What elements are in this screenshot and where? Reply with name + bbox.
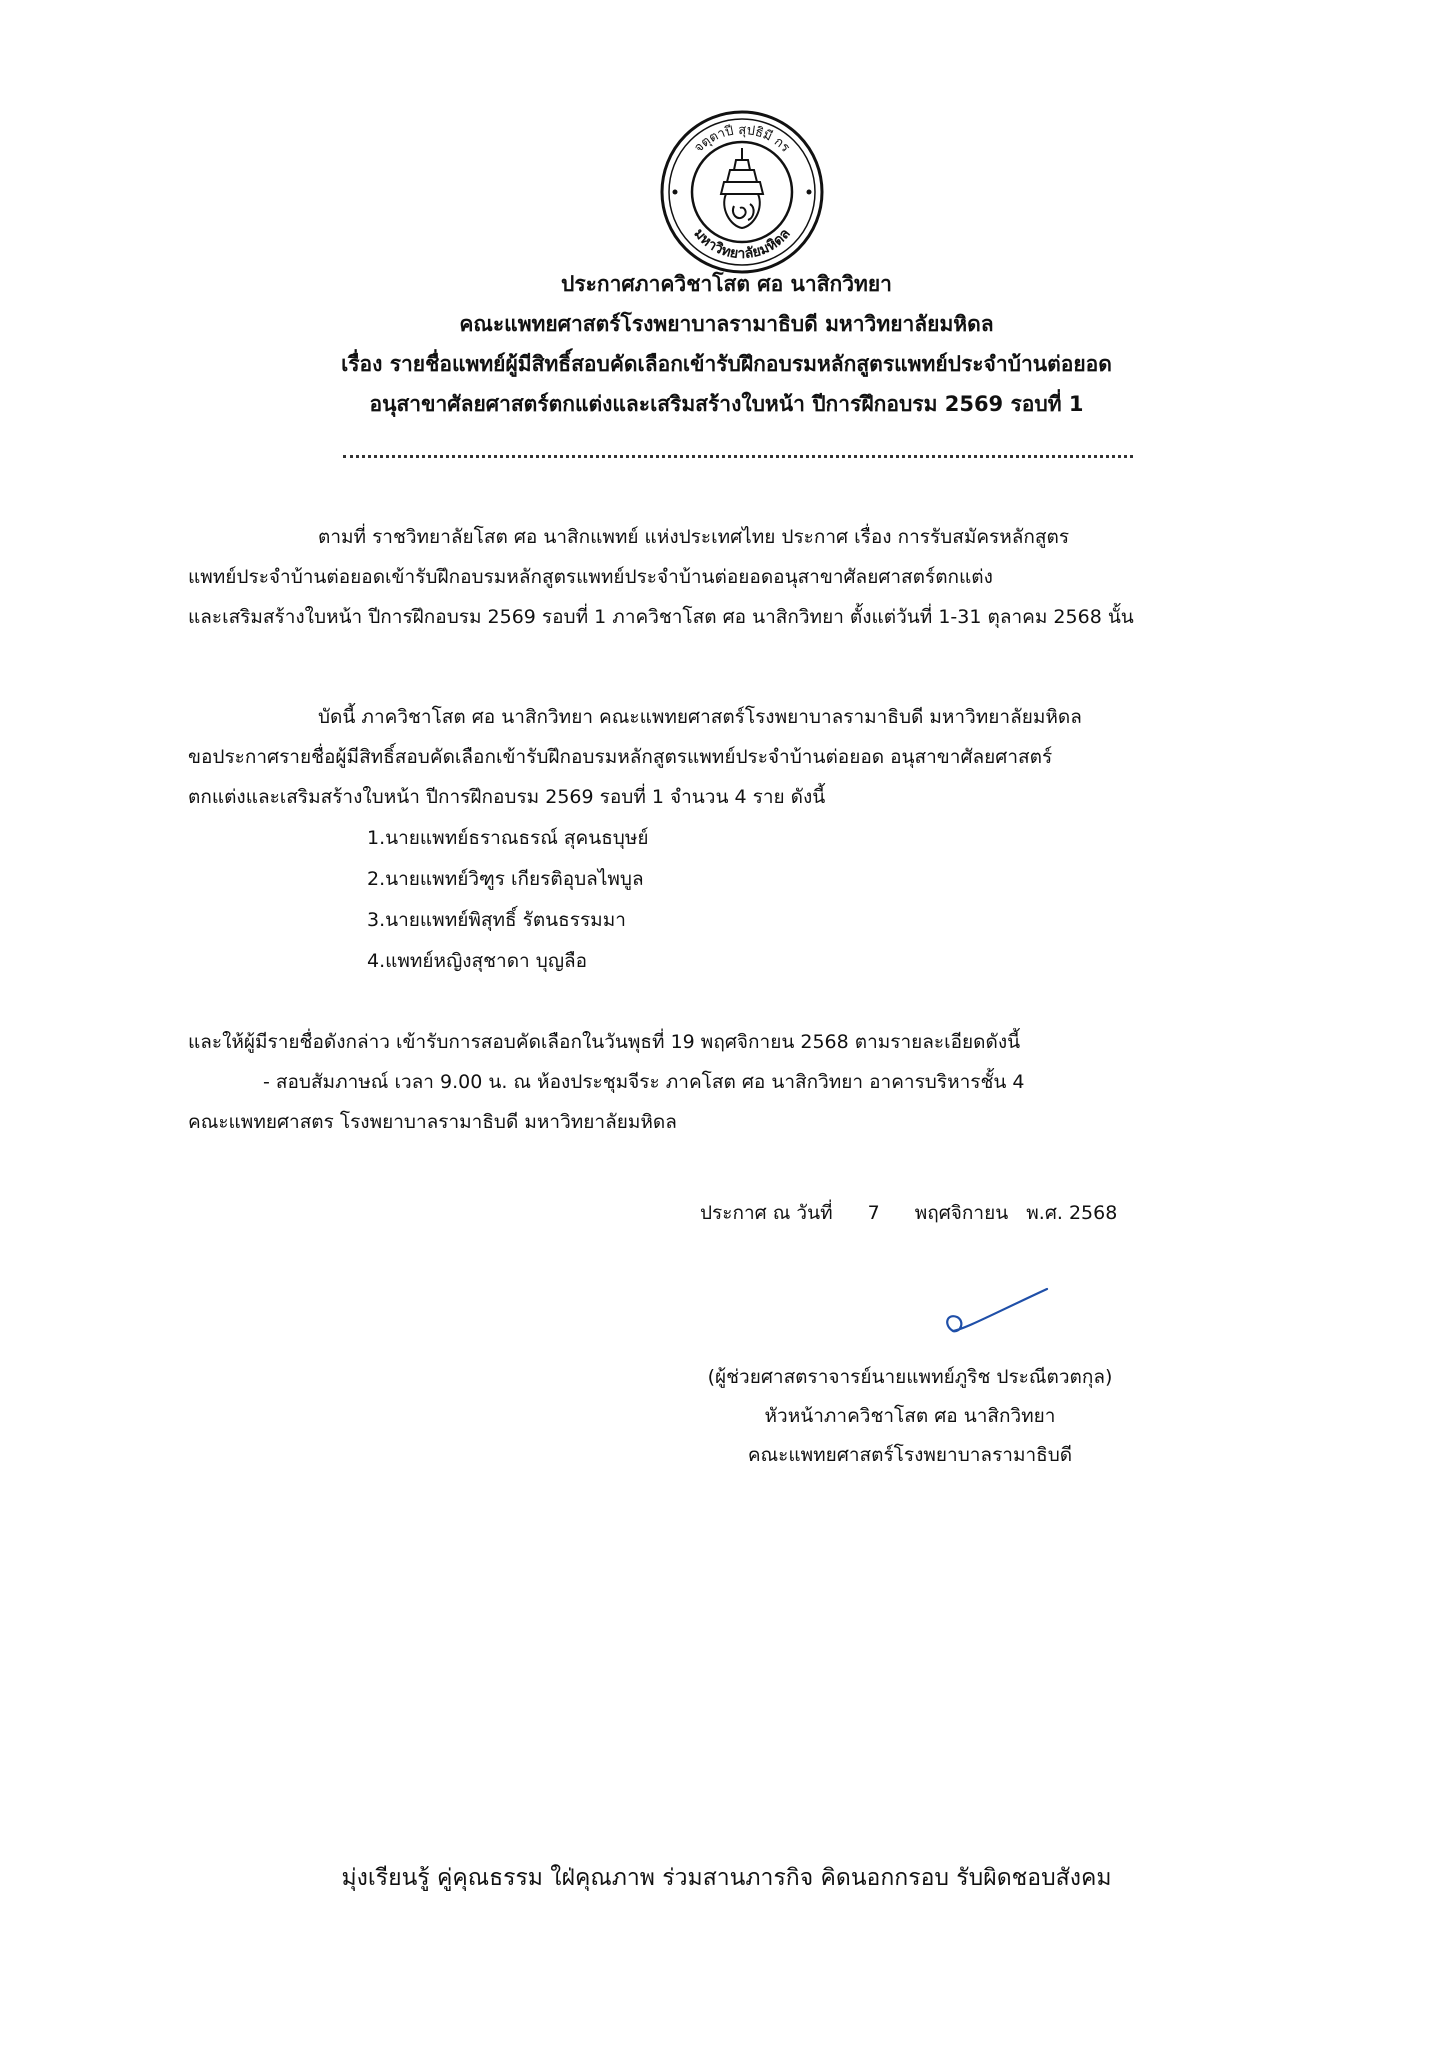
paragraph-announcement	[188, 697, 1294, 817]
paragraph-line: - สอบสัมภาษณ์ เวลา 9.00 น. ณ ห้องประชุมจีระ ภาคโสต ศอ นาสิกวิทยา อาคารบริหารชั้น 4	[263, 1071, 1025, 1093]
paragraph-line: ขอประกาศรายชื่อผู้มีสิทธิ์สอบคัดเลือกเข้ารับฝึกอบรมหลักสูตรแพทย์ประจำบ้านต่อยอด อนุสาขาศัลยศาสตร์	[188, 746, 1053, 768]
announcement-header	[180, 264, 1273, 424]
paragraph-line: ตามที่ ราชวิทยาลัยโสต ศอ นาสิกแพทย์ แห่งประเทศไทย ประกาศ เรื่อง การรับสมัครหลักสูตร	[318, 526, 1070, 548]
footer-motto: มุ่งเรียนรู้ คู่คุณธรรม ใฝ่คุณภาพ ร่วมสานภารกิจ คิดนอกกรอบ รับผิดชอบสังคม	[341, 1865, 1112, 1891]
candidate-list	[367, 818, 649, 982]
list-item: 3.นายแพทย์พิสุทธิ์ รัตนธรรมมา	[367, 909, 626, 931]
paragraph-line: และเสริมสร้างใบหน้า ปีการฝึกอบรม 2569 รอบที่ 1 ภาควิชาโสต ศอ นาสิกวิทยา ตั้งแต่วันที่ 1-31 ตุลาคม 2568 นั้น	[188, 606, 1134, 628]
announce-date-prefix: ประกาศ ณ วันที่	[700, 1202, 833, 1224]
signer-block	[640, 1358, 1180, 1475]
handwritten-signature	[935, 1283, 1055, 1358]
list-item: 4.แพทย์หญิงสุชาดา บุญลือ	[367, 950, 588, 972]
paragraph-line: และให้ผู้มีรายชื่อดังกล่าว เข้ารับการสอบคัดเลือกในวันพุธที่ 19 พฤศจิกายน 2568 ตามรายละเอียดดังนี้	[188, 1031, 1021, 1053]
list-item: 1.นายแพทย์ธราณธรณ์ สุคนธบุษย์	[367, 827, 649, 849]
announce-date-day: 7	[867, 1202, 880, 1224]
seal-bottom-text: มหาวิทยาลัยมหิดล	[690, 225, 794, 263]
mahidol-university-seal	[658, 108, 826, 276]
seal-top-text: จตุตาปี สุปธิมี กร	[691, 122, 793, 156]
dotted-divider	[343, 455, 1133, 458]
paragraph-line: ตกแต่งและเสริมสร้างใบหน้า ปีการฝึกอบรม 2569 รอบที่ 1 จำนวน 4 ราย ดังนี้	[188, 786, 826, 808]
crown-emblem-icon	[721, 148, 763, 228]
announce-date	[700, 1193, 1117, 1233]
header-subject-cont: อนุสาขาศัลยศาสตร์ตกแต่งและเสริมสร้างใบหน้า ปีการฝึกอบรม 2569 รอบที่ 1	[369, 392, 1084, 416]
header-subject: เรื่อง รายชื่อแพทย์ผู้มีสิทธิ์สอบคัดเลือกเข้ารับฝึกอบรมหลักสูตรแพทย์ประจำบ้านต่อยอด	[341, 352, 1112, 376]
header-department: ประกาศภาควิชาโสต ศอ นาสิกวิทยา	[561, 272, 892, 296]
svg-text:มหาวิทยาลัยมหิดล	[690, 226, 793, 262]
header-faculty: คณะแพทยศาสตร์โรงพยาบาลรามาธิบดี มหาวิทยาลัยมหิดล	[459, 312, 994, 336]
paragraph-exam-details	[188, 1022, 1294, 1142]
paragraph-line: คณะแพทยศาสตร โรงพยาบาลรามาธิบดี มหาวิทยาลัยมหิดล	[188, 1111, 677, 1133]
signer-position: หัวหน้าภาควิชาโสต ศอ นาสิกวิทยา	[764, 1405, 1056, 1427]
signer-name: (ผู้ช่วยศาสตราจารย์นายแพทย์ภูริช ประณีตวตกุล)	[707, 1366, 1113, 1388]
paragraph-background	[188, 517, 1294, 637]
signer-faculty: คณะแพทยศาสตร์โรงพยาบาลรามาธิบดี	[747, 1444, 1073, 1466]
paragraph-line: บัดนี้ ภาควิชาโสต ศอ นาสิกวิทยา คณะแพทยศาสตร์โรงพยาบาลรามาธิบดี มหาวิทยาลัยมหิดล	[318, 706, 1082, 728]
announce-date-year: พ.ศ. 2568	[1026, 1202, 1118, 1224]
paragraph-line: แพทย์ประจำบ้านต่อยอดเข้ารับฝึกอบรมหลักสูตรแพทย์ประจำบ้านต่อยอดอนุสาขาศัลยศาสตร์ตกแต่ง	[188, 566, 993, 588]
list-item: 2.นายแพทย์วิฑูร เกียรติอุบลไพบูล	[367, 868, 644, 890]
announce-date-month: พฤศจิกายน	[914, 1202, 1009, 1224]
